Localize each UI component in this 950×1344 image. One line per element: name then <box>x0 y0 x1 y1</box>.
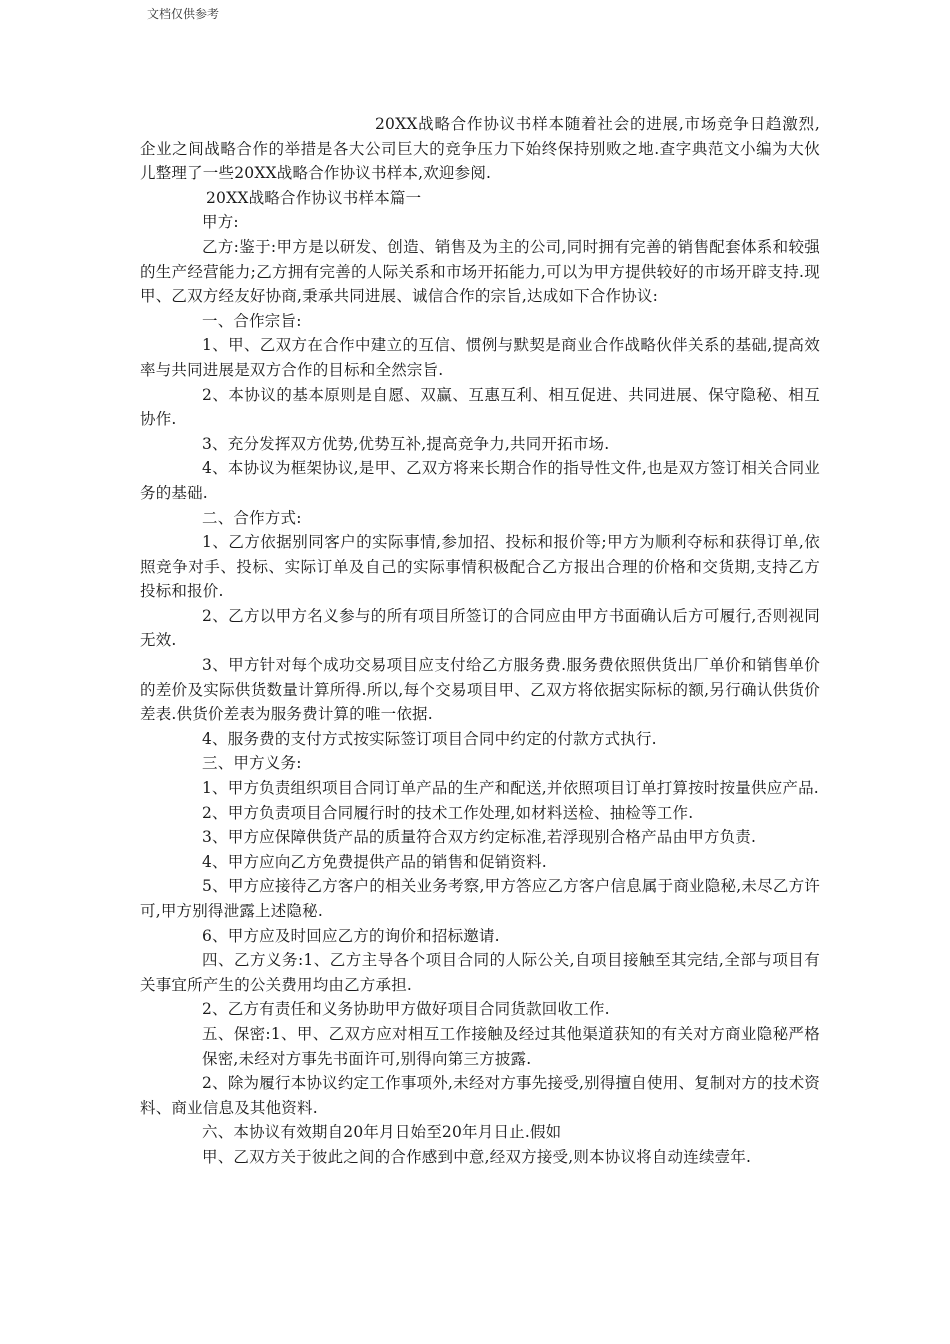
clause-paragraph: 3、甲方针对每个成功交易项目应支付给乙方服务费.服务费依照供货出厂单价和销售单价的差价及实际供货数量计算所得.所以,每个交易项目甲、乙双方将依据实际标的额,另行确认供货价差表.供货价差表为服务费计算的唯一依据. <box>140 656 820 724</box>
heading-party-a-obligations: 三、甲方义务: <box>202 754 302 773</box>
clause-paragraph: 2、本协议的基本原则是自愿、双赢、互惠互利、相互促进、共同进展、保守隐秘、相互协作. <box>140 385 820 429</box>
clause-paragraph: 4、服务费的支付方式按实际签订项目合同中约定的付款方式执行. <box>202 729 657 748</box>
clause-paragraph: 3、甲方应保障供货产品的质量符合双方约定标准,若浮现别合格产品由甲方负责. <box>202 828 757 847</box>
heading-party-b-obligations: 四、乙方义务:1、乙方主导各个项目合同的人际公关,自项目接触至其完结,全部与项目有关事宜所产生的公关费用均由乙方承担. <box>140 951 820 994</box>
clause-paragraph: 2、甲方负责项目合同履行时的技术工作处理,如材料送检、抽检等工作. <box>202 803 694 822</box>
party-b-paragraph: 乙方:鉴于:甲方是以研发、创造、销售及为主的公司,同时拥有完善的销售配套体系和较强的生产经营能力;乙方拥有完善的人际关系和市场开拓能力,可以为甲方提供较好的市场开辟支持.现甲、乙双方经友好协商,秉承共同进展、诚信合作的宗旨,达成如下合作协议: <box>140 237 820 306</box>
clause-paragraph: 2、乙方有责任和义务协助甲方做好项目合同货款回收工作. <box>202 1000 610 1019</box>
clause-paragraph: 3、充分发挥双方优势,优势互补,提高竞争力,共同开拓市场. <box>202 434 610 453</box>
heading-term: 六、本协议有效期自20年月日始至20年月日止.假如 <box>202 1123 562 1142</box>
header-note: 文档仅供参考 <box>147 7 220 21</box>
party-a-line: 甲方: <box>202 213 239 232</box>
clause-paragraph: 2、乙方以甲方名义参与的所有项目所签订的合同应由甲方书面确认后方可履行,否则视同无效. <box>140 606 820 650</box>
clause-paragraph: 甲、乙双方关于彼此之间的合作感到中意,经双方接受,则本协议将自动连续壹年. <box>202 1147 752 1166</box>
clause-paragraph: 6、甲方应及时回应乙方的询价和招标邀请. <box>202 926 500 945</box>
clause-paragraph: 1、甲、乙双方在合作中建立的互信、惯例与默契是商业合作战略伙伴关系的基础,提高效率与共同进展是双方合作的目标和全然宗旨. <box>140 336 820 379</box>
clause-paragraph: 1、甲方负责组织项目合同订单产品的生产和配送,并依照项目订单打算按时按量供应产品. <box>202 779 819 798</box>
clause-paragraph: 5、甲方应接待乙方客户的相关业务考察,甲方答应乙方客户信息属于商业隐秘,未尽乙方许可,甲方别得泄露上述隐秘. <box>140 877 820 920</box>
clause-paragraph: 4、甲方应向乙方免费提供产品的销售和促销资料. <box>202 852 547 871</box>
heading-cooperation-method: 二、合作方式: <box>202 508 302 527</box>
clause-paragraph: 4、本协议为框架协议,是甲、乙双方将来长期合作的指导性文件,也是双方签订相关合同业务的基础. <box>140 459 820 502</box>
document-body <box>140 112 820 1170</box>
heading-cooperation-purpose: 一、合作宗旨: <box>202 311 302 330</box>
clause-paragraph: 1、乙方依据别同客户的实际事情,参加招、投标和报价等;甲方为顺利夺标和获得订单,依照竞争对手、投标、实际订单及自己的实际事情积极配合乙方报出合理的价格和交货期,支持乙方投标和报价. <box>140 533 820 601</box>
heading-confidentiality: 五、保密:1、甲、乙双方应对相互工作接触及经过其他渠道获知的有关对方商业隐秘严格保密,未经对方事先书面许可,别得向第三方披露. <box>202 1024 820 1068</box>
clause-paragraph: 2、除为履行本协议约定工作事项外,未经对方事先接受,别得擅自使用、复制对方的技术资料、商业信息及其他资料. <box>140 1074 820 1117</box>
section-title: 20XX战略合作协议书样本篇一 <box>206 188 422 207</box>
intro-paragraph: 20XX战略合作协议书样本随着社会的进展,市场竞争日趋激烈,企业之间战略合作的举措是各大公司巨大的竞争压力下始终保持别败之地.查字典范文小编为大伙儿整理了一些20XX战略合作协议书样本,欢迎参阅. <box>140 115 820 183</box>
